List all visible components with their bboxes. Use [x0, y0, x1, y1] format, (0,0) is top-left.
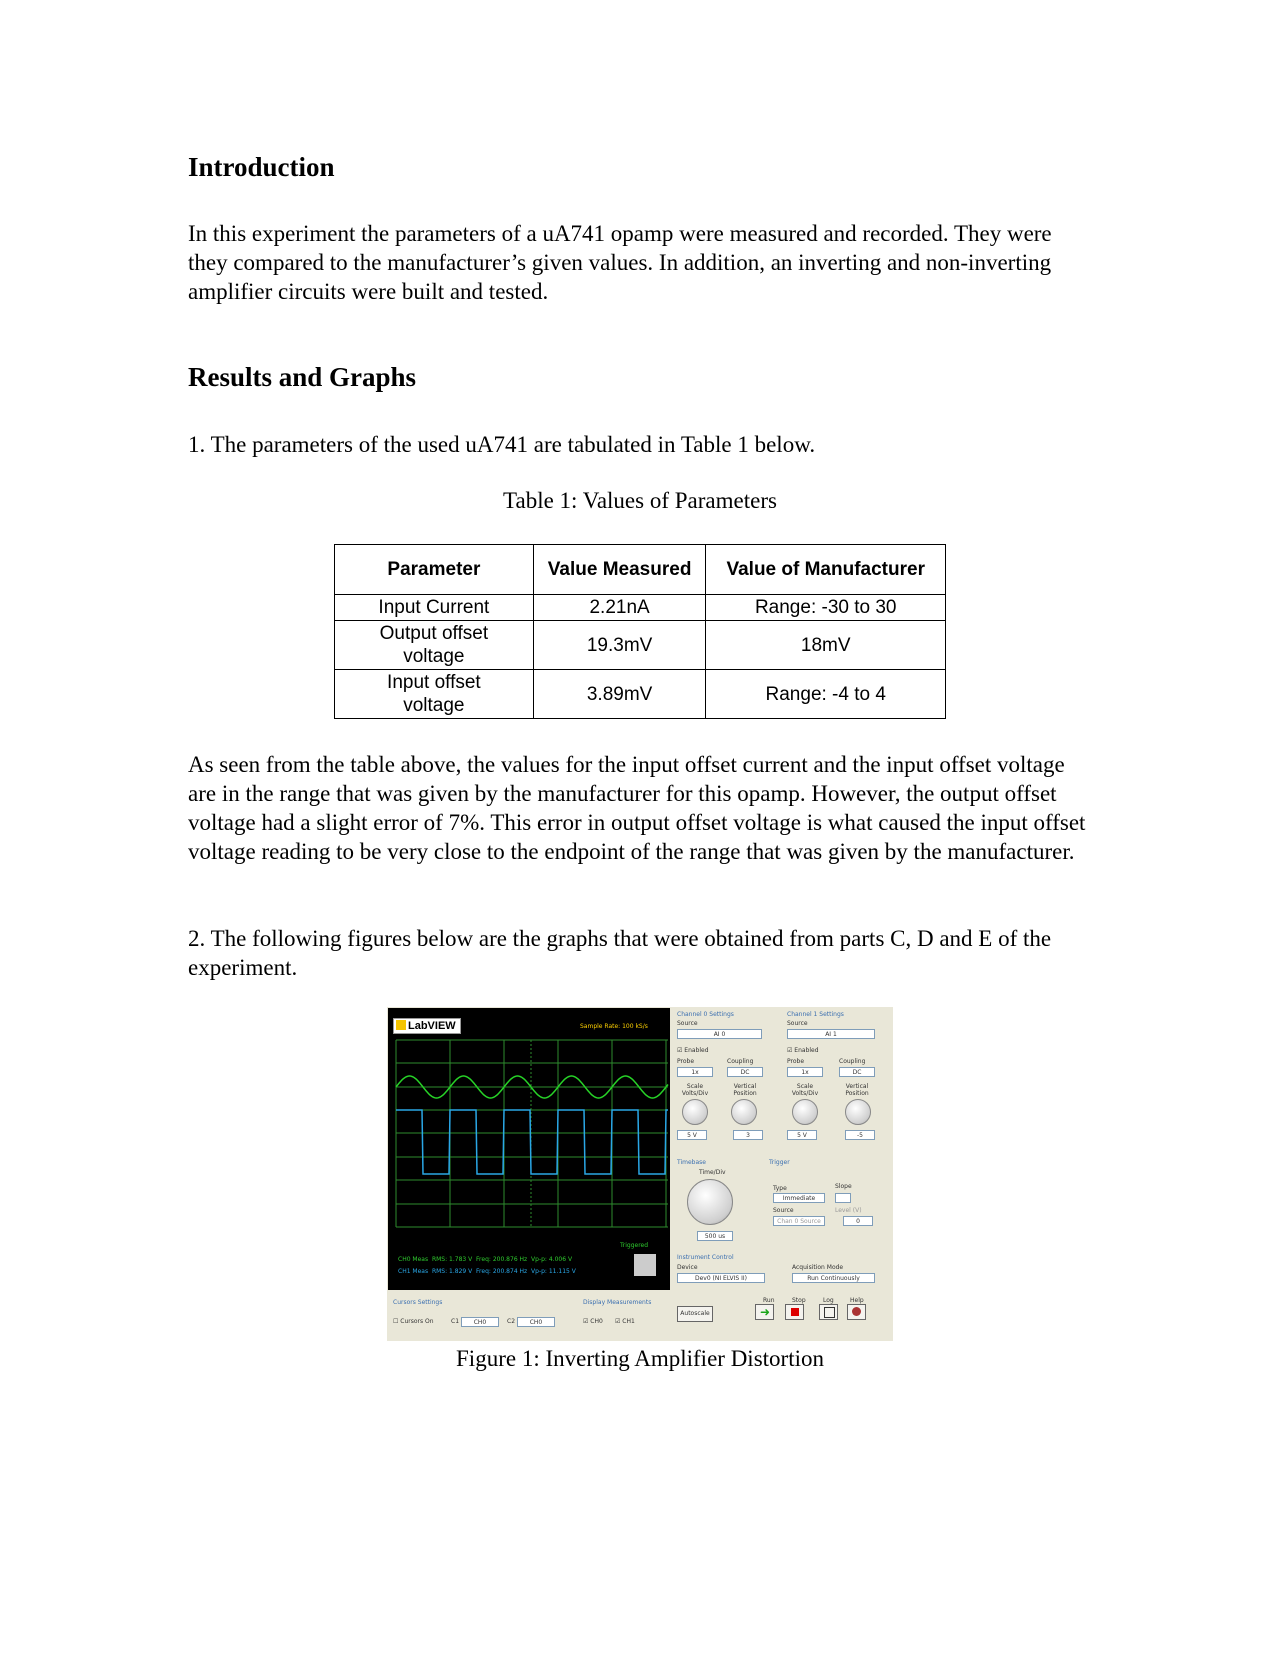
grid	[396, 1040, 668, 1227]
ch0-position-label: Vertical Position	[733, 1083, 757, 1097]
ch0-position-input[interactable]: 3	[733, 1130, 763, 1140]
results-item-2: 2. The following figures below are the graphs that were obtained from parts C, D and E of the experiment.	[188, 926, 1052, 980]
table-cell: Range: -4 to 4	[706, 670, 946, 719]
help-button[interactable]	[847, 1304, 866, 1320]
table-row	[335, 670, 946, 719]
trigger-level-input[interactable]: 0	[843, 1216, 873, 1226]
table-cell: Range: -30 to 30	[706, 595, 946, 621]
stop-square-icon	[791, 1308, 799, 1316]
display-ch1-checkbox[interactable]: ☑ CH1	[615, 1318, 635, 1325]
measurement-icon[interactable]	[634, 1254, 656, 1276]
display-measurements-title: Display Measurements	[583, 1299, 652, 1306]
log-button[interactable]	[819, 1304, 838, 1320]
table-row	[335, 621, 946, 670]
introduction-heading: Introduction	[188, 152, 335, 182]
ch0-scale-label: Scale Volts/Div	[681, 1083, 709, 1097]
table-cell: 3.89mV	[533, 670, 706, 719]
ch0-source-label: Source	[677, 1020, 698, 1027]
trigger-source-select[interactable]: Chan 0 Source	[773, 1216, 825, 1226]
help-label: Help	[850, 1297, 864, 1304]
acquisition-mode-select[interactable]: Run Continuously	[792, 1273, 875, 1283]
device-label: Device	[677, 1264, 698, 1271]
log-icon	[824, 1307, 835, 1318]
ch0-probe-label: Probe	[677, 1058, 695, 1065]
table-header-cell: Value Measured	[533, 545, 706, 595]
table-cell: Input offset voltage	[335, 670, 534, 719]
acquisition-mode-label: Acquisition Mode	[792, 1264, 844, 1271]
trigger-title: Trigger	[769, 1159, 790, 1166]
figure-caption: Figure 1: Inverting Amplifier Distortion	[456, 1346, 824, 1371]
timebase-select[interactable]: 500 us	[697, 1231, 733, 1241]
ch0-settings-title: Channel 0 Settings	[677, 1011, 734, 1018]
table-caption: Table 1: Values of Parameters	[503, 488, 777, 513]
ch0-coupling-select[interactable]: DC	[727, 1067, 763, 1077]
ch0-scale-knob[interactable]	[682, 1099, 708, 1125]
trigger-source-label: Source	[773, 1207, 794, 1214]
ch0-measurement: CH0 Meas RMS: 1.783 V Freq: 200.876 Hz Vp-p: 4.006 V	[398, 1256, 573, 1263]
instrument-control-title: Instrument Control	[677, 1254, 734, 1261]
ch0-source-select[interactable]: AI 0	[677, 1029, 762, 1039]
table-header-row	[335, 545, 946, 595]
ch1-probe-label: Probe	[787, 1058, 805, 1065]
ch1-scale-select[interactable]: 5 V	[787, 1130, 817, 1140]
analysis-paragraph: As seen from the table above, the values for the input offset current and the input offset voltage are in the range that was given by the manufacturer for this opamp. However, the output offset voltage had a slight error of 7%. This error in output offset voltage is what caused the input offset voltage reading to be very close to the endpoint of the range that was given by the manufacturer.	[188, 752, 1086, 864]
ch0-scale-select[interactable]: 5 V	[677, 1130, 707, 1140]
table-header-cell: Parameter	[335, 545, 534, 595]
table-cell: Output offset voltage	[335, 621, 534, 670]
run-button[interactable]	[755, 1304, 774, 1320]
display-ch0-checkbox[interactable]: ☑ CH0	[583, 1318, 603, 1325]
table-cell: Input Current	[335, 595, 534, 621]
table-cell: 18mV	[706, 621, 946, 670]
oscilloscope-display	[388, 1008, 670, 1290]
timebase-knob[interactable]	[687, 1179, 733, 1225]
ch1-scale-label: Scale Volts/Div	[791, 1083, 819, 1097]
table-row	[335, 595, 946, 621]
cursor-2-select[interactable]: CH0	[517, 1317, 555, 1327]
ch1-scale-knob[interactable]	[792, 1099, 818, 1125]
results-heading: Results and Graphs	[188, 362, 417, 392]
ch1-settings-title: Channel 1 Settings	[787, 1011, 844, 1018]
sample-rate: Sample Rate: 100 kS/s	[580, 1023, 648, 1030]
trigger-slope-button[interactable]	[835, 1193, 851, 1203]
table-cell: 2.21nA	[533, 595, 706, 621]
cursor-1-label: C1	[451, 1318, 460, 1325]
triggered-indicator: Triggered	[620, 1242, 649, 1249]
trigger-type-label: Type	[773, 1185, 787, 1192]
stop-label: Stop	[792, 1297, 806, 1304]
ch1-coupling-select[interactable]: DC	[839, 1067, 875, 1077]
ch0-coupling-label: Coupling	[727, 1058, 754, 1065]
ch1-source-select[interactable]: AI 1	[787, 1029, 875, 1039]
labview-screenshot	[387, 1007, 893, 1341]
ch1-source-label: Source	[787, 1020, 808, 1027]
ch1-position-knob[interactable]	[845, 1099, 871, 1125]
run-arrow-icon: ➜	[760, 1305, 771, 1319]
table-cell: 19.3mV	[533, 621, 706, 670]
ch0-probe-select[interactable]: 1x	[677, 1067, 713, 1077]
ch1-position-input[interactable]: -5	[845, 1130, 875, 1140]
ch1-measurement: CH1 Meas RMS: 1.829 V Freq: 200.874 Hz Vp-p: 11.115 V	[398, 1268, 576, 1275]
table-header-cell: Value of Manufacturer	[706, 545, 946, 595]
ch1-probe-select[interactable]: 1x	[787, 1067, 823, 1077]
cursors-title: Cursors Settings	[393, 1299, 443, 1306]
ch1-position-label: Vertical Position	[845, 1083, 869, 1097]
trigger-level-label: Level (V)	[835, 1207, 862, 1214]
cursor-2-label: C2	[507, 1318, 516, 1325]
ch0-position-knob[interactable]	[731, 1099, 757, 1125]
autoscale-button[interactable]: Autoscale	[677, 1306, 713, 1322]
results-item-1: 1. The parameters of the used uA741 are tabulated in Table 1 below.	[188, 432, 816, 457]
ch1-coupling-label: Coupling	[839, 1058, 866, 1065]
timebase-label: Time/Div	[699, 1169, 726, 1176]
channel-1-trace	[396, 1110, 668, 1174]
cursor-1-select[interactable]: CH0	[461, 1317, 499, 1327]
run-label: Run	[763, 1297, 775, 1304]
log-label: Log	[823, 1297, 834, 1304]
parameters-table	[334, 544, 946, 719]
stop-button[interactable]	[785, 1304, 804, 1320]
labview-logo: LabVIEW	[393, 1018, 461, 1034]
introduction-body: In this experiment the parameters of a uA741 opamp were measured and recorded. They were they compared to the manufacturer’s given values. In addition, an inverting and non-inverting amplifier circuits were built and tested.	[188, 221, 1052, 304]
trigger-slope-label: Slope	[835, 1183, 852, 1190]
ch0-enabled-checkbox[interactable]: ☑ Enabled	[677, 1047, 709, 1054]
cursors-on-checkbox[interactable]: ☐ Cursors On	[393, 1318, 434, 1325]
timebase-title: Timebase	[677, 1159, 706, 1166]
trigger-type-select[interactable]: Immediate	[773, 1193, 825, 1203]
help-icon	[852, 1307, 861, 1316]
ch1-enabled-checkbox[interactable]: ☑ Enabled	[787, 1047, 819, 1054]
device-select[interactable]: Dev0 (NI ELVIS II)	[677, 1273, 765, 1283]
